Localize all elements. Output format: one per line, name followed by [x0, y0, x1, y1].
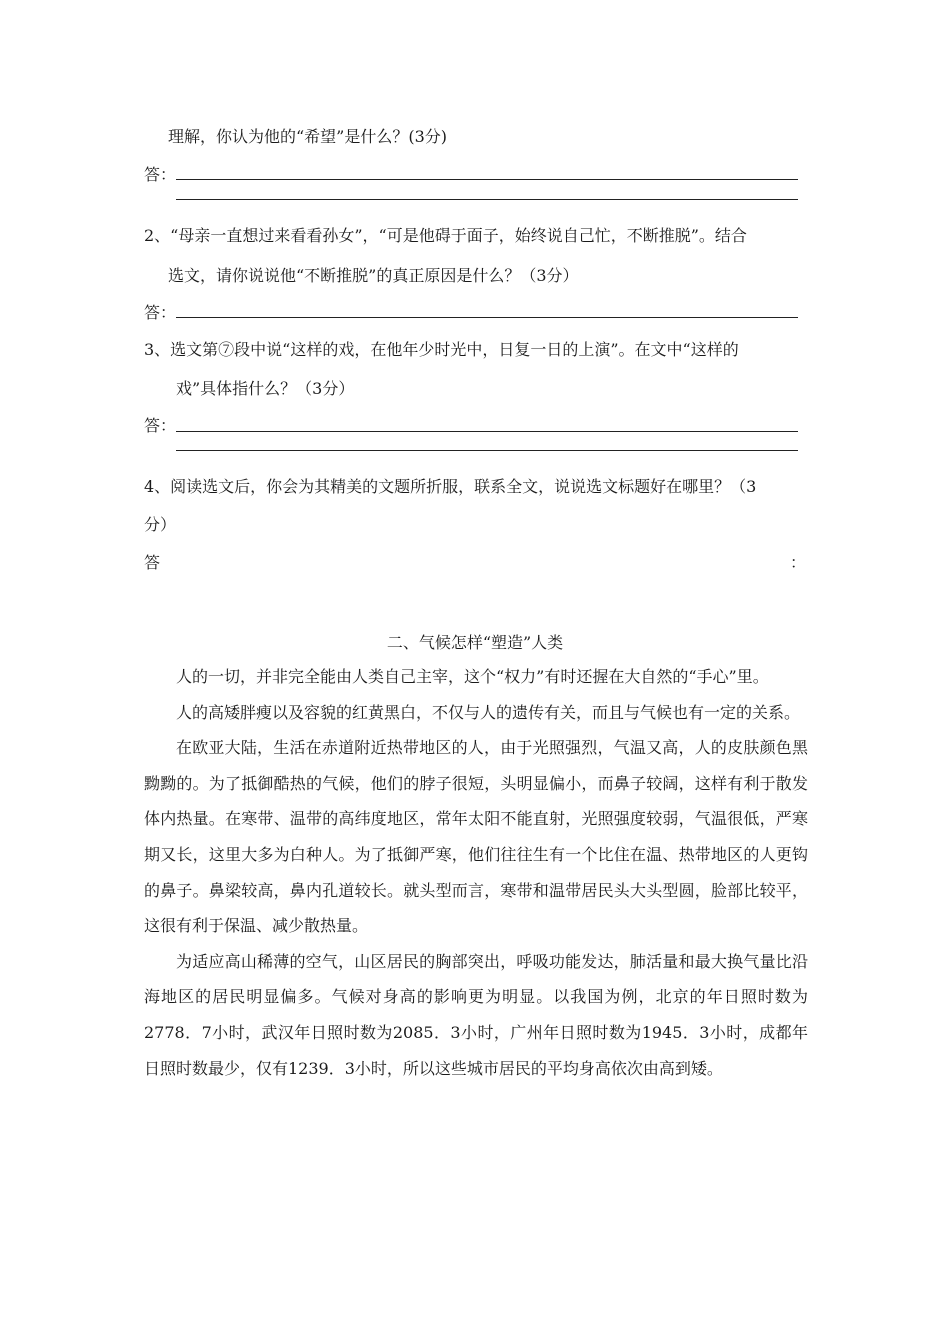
question-3-line-1: 3、选文第⑦段中说“这样的戏，在他年少时光中，日复一日的上演”。在文中“这样的 — [144, 340, 739, 359]
answer-line-1a[interactable] — [176, 179, 798, 180]
answer-label-3: 答： — [144, 416, 177, 435]
answer-line-3a[interactable] — [176, 431, 798, 432]
paragraph-2: 人的高矮胖瘦以及容貌的红黄黑白，不仅与人的遗传有关，而且与气候也有一定的关系。 — [176, 702, 801, 722]
answer-label-2: 答： — [144, 303, 177, 322]
answer-line-3b[interactable] — [176, 450, 798, 451]
question-2-line-1: 2、“母亲一直想过来看看孙女”，“可是他碍于面子，始终说自己忙，不断推脱”。结合 — [144, 226, 747, 245]
answer-colon-4: ： — [790, 553, 807, 572]
answer-line-2[interactable] — [176, 317, 798, 318]
paragraph-1: 人的一切，并非完全能由人类自己主宰，这个“权力”有时还握在大自然的“手心”里。 — [176, 667, 769, 686]
question-3-line-2: 戏”具体指什么？（3分） — [176, 379, 355, 398]
answer-line-1b[interactable] — [176, 199, 798, 200]
question-1-continuation: 理解，你认为他的“希望”是什么？(3分) — [168, 127, 448, 146]
article-title: 二、气候怎样“塑造”人类 — [386, 633, 564, 652]
paragraph-3: 在欧亚大陆，生活在赤道附近热带地区的人，由于光照强烈，气温又高，人的皮肤颜色黑黝黝的。为了抵御酷热的气候，他们的脖子很短，头明显偏小，而鼻子较阔，这样有利于散发体内热量。在寒带、温带的高纬度地区，常年太阳不能直射，光照强度较弱，气温很低，严寒期又长，这里大多为白种人。为了抵御严寒，他们往往生有一个比住在温、热带地区的人更钩的鼻子。鼻梁较高，鼻内孔道较长。就头型而言，寒带和温带居民头大头型圆，脸部比较平，这很有利于保温、减少散热量。 — [144, 738, 808, 936]
paragraph-4: 为适应高山稀薄的空气，山区居民的胸部突出，呼吸功能发达，肺活量和最大换气量比沿海地区的居民明显偏多。气候对身高的影响更为明显。以我国为例，北京的年日照时数为2778．7小时，武汉年日照时数为2085．3小时，广州年日照时数为1945．3小时，成都年日照时数最少，仅有1239．3小时，所以这些城市居民的平均身高依次由高到矮。 — [144, 951, 808, 1078]
question-4-line-1: 4、阅读选文后，你会为其精美的文题所折服，联系全文，说说选文标题好在哪里？（3 — [144, 477, 757, 496]
question-4-line-2: 分） — [144, 515, 177, 534]
answer-label-4: 答 — [144, 553, 161, 572]
question-2-line-2: 选文，请你说说他“不断推脱”的真正原因是什么？（3分） — [168, 266, 579, 285]
article-body — [144, 659, 808, 1086]
answer-label-1: 答： — [144, 165, 177, 184]
